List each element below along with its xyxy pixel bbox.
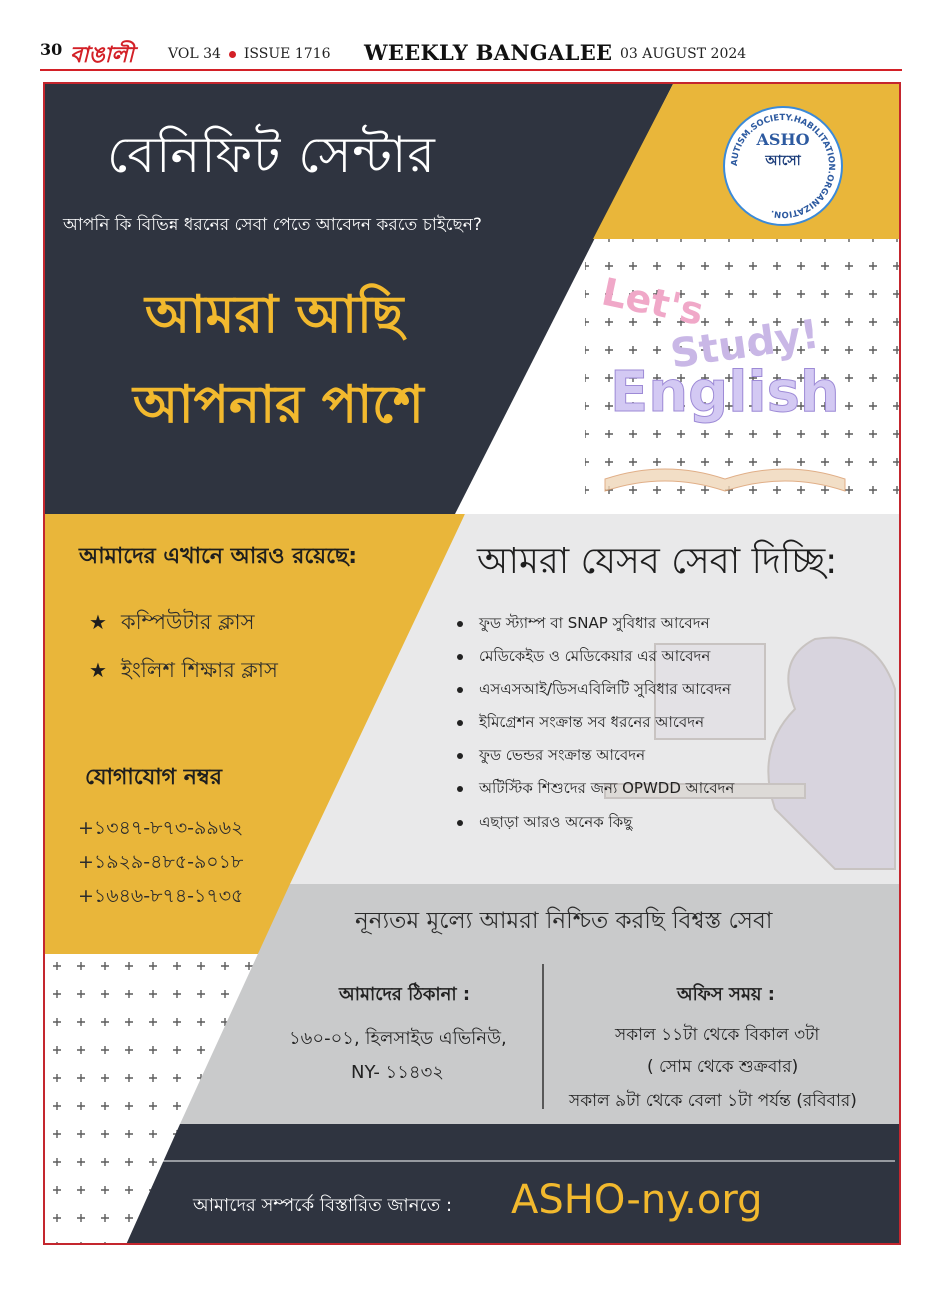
ad-title: বেনিফিট সেন্টার xyxy=(107,126,436,184)
extra-item-label: ইংলিশ শিক্ষার ক্লাস xyxy=(120,658,278,682)
logo-english: ASHO xyxy=(756,130,810,149)
footer-label: আমাদের সম্পর্কে বিস্তারিত জানতে : xyxy=(193,1195,453,1216)
extra-item xyxy=(89,606,255,641)
issue-label: ISSUE 1716 xyxy=(243,46,331,62)
bullet-icon xyxy=(457,786,463,792)
illustration-lets: Let's xyxy=(598,269,708,334)
extras-heading: আমাদের এখানে আরও রয়েছে: xyxy=(79,544,358,569)
address-heading: আমাদের ঠিকানা : xyxy=(339,984,471,1005)
ad-question: আপনি কি বিভিন্ন ধরনের সেবা পেতে আবেদন করতে চাইছেন? xyxy=(63,215,482,235)
service-item xyxy=(457,744,645,769)
asho-logo xyxy=(723,106,843,226)
service-item xyxy=(457,711,704,736)
bullet-icon xyxy=(457,621,463,627)
phone-number: +১৩৪৭-৮৭৩-৯৯৬২ xyxy=(78,817,244,839)
office-hours-line-3: সকাল ৯টা থেকে বেলা ১টা পর্যন্ত (রবিবার) xyxy=(569,1091,857,1111)
header-rule xyxy=(40,69,902,71)
illustration-english: English xyxy=(610,360,840,425)
contact-heading: যোগাযোগ নম্বর xyxy=(85,765,222,790)
office-hours-line-2: ( সোম থেকে শুক্রবার) xyxy=(647,1057,799,1077)
service-label: অটিস্টিক শিশুদের জন্য OPWDD আবেদন xyxy=(479,779,735,797)
bullet-icon xyxy=(457,687,463,693)
extra-item xyxy=(89,654,278,689)
lets-study-english-illustration xyxy=(598,269,840,425)
bullet-icon xyxy=(457,820,463,826)
illustration-study: Study! xyxy=(667,311,822,378)
service-item xyxy=(457,612,710,637)
star-icon: ★ xyxy=(89,658,107,682)
bullet-icon xyxy=(457,720,463,726)
service-item xyxy=(457,777,734,802)
extra-item-label: কম্পিউটার ক্লাস xyxy=(120,610,255,634)
page-header xyxy=(0,0,945,80)
bullet-icon xyxy=(457,753,463,759)
slogan-line-1: আমরা আছি xyxy=(145,285,404,345)
masthead-title: WEEKLY BANGALEE xyxy=(364,40,613,65)
address-line-1: ১৬০-০১, হিলসাইড এভিনিউ, xyxy=(289,1028,507,1049)
issue-date: 03 AUGUST 2024 xyxy=(620,46,747,62)
tagline: নূন্যতম মূল্যে আমরা নিশ্চিত করছি বিশ্বস্ত সেবা xyxy=(355,908,773,934)
volume-label: VOL 34 xyxy=(168,46,221,62)
newspaper-logo: বাঙালী xyxy=(70,43,134,68)
phone-number: +১৬৪৬-৮৭৪-১৭৩৫ xyxy=(78,885,244,907)
service-label: ফুড ভেন্ডর সংক্রান্ত আবেদন xyxy=(479,746,646,764)
logo-ring-text: AUTISM.SOCIETY.HABILITATION.ORGANIZATION. xyxy=(729,112,837,220)
address-line-2: NY- ১১৪৩২ xyxy=(351,1062,444,1083)
logo-bangla: আসো xyxy=(765,153,801,169)
star-icon: ★ xyxy=(89,610,107,634)
slogan-line-2: আপনার পাশে xyxy=(133,375,424,435)
services-heading: আমরা যেসব সেবা দিচ্ছি: xyxy=(477,541,838,582)
page-number: 30 xyxy=(40,40,63,59)
service-label: এছাড়া আরও অনেক কিছু xyxy=(479,813,633,831)
volume-issue xyxy=(168,46,330,62)
phone-number: +১৯২৯-৪৮৫-৯০১৮ xyxy=(78,851,244,873)
office-hours-line-1: সকাল ১১টা থেকে বিকাল ৩টা xyxy=(615,1025,820,1045)
office-hours-heading: অফিস সময় : xyxy=(677,984,776,1005)
service-label: ফুড স্ট্যাম্প বা SNAP সুবিধার আবেদন xyxy=(479,614,710,632)
service-label: এসএসআই/ডিসএবিলিটি সুবিধার আবেদন xyxy=(479,680,732,698)
website-link[interactable]: ASHO-ny.org xyxy=(511,1177,763,1223)
service-label: মেডিকেইড ও মেডিকেয়ার এর আবেদন xyxy=(479,647,711,665)
advertisement xyxy=(43,82,901,1245)
service-item xyxy=(457,645,710,670)
bullet-icon xyxy=(457,654,463,660)
separator-dot-icon xyxy=(229,51,236,58)
service-item xyxy=(457,811,632,836)
service-label: ইমিগ্রেশন সংক্রান্ত সব ধরনের আবেদন xyxy=(479,713,705,731)
service-item xyxy=(457,678,731,703)
